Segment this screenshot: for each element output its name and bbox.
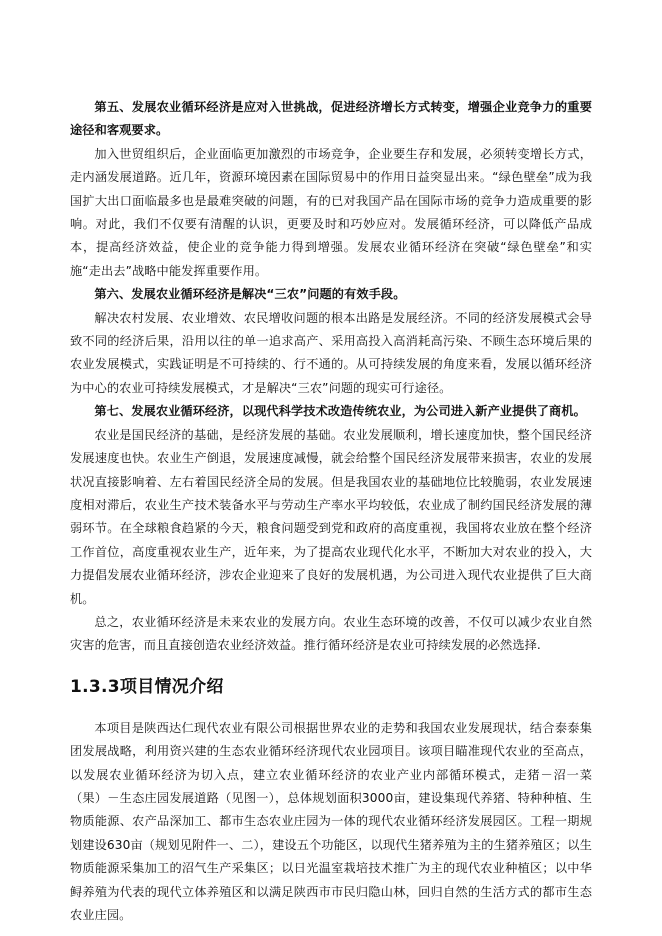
section-seven-paragraph: 农业是国民经济的基础，是经济发展的基础。农业发展顺利，增长速度加快，整个国民经济发展速度也快。农业生产倒退，发展速度减慢，就会给整个国民经济发展带来损害，农业的发展状况直接影响着、左右着国民经济全局的发展。但是我国农业的基础地位比较脆弱，农业发展速度相对滞后，农业生产技术装备水平与劳动生产率水平均较低，农业成了制约国民经济发展的薄弱环节。在全球粮食趋紧的今天，粮食问题受到党和政府的高度重视，我国将农业放在整个经济工作首位，高度重视农业生产，近年来，为了提高农业现代化水平，不断加大对农业的投入，大力提倡发展农业循环经济，涉农企业迎来了良好的发展机遇，为公司进入现代农业提供了巨大商机。 — [70, 427, 592, 606]
section-five-heading: 第五、发展农业循环经济是应对入世挑战，促进经济增长方式转变，增强企业竞争力的重要途径和客观要求。 — [70, 100, 592, 138]
project-paragraph: 本项目是陕西达仁现代农业有限公司根据世界农业的走势和我国农业发展现状，结合泰泰集团发展战略，利用资兴建的生态农业循环经济现代农业园项目。该项目瞄准现代农业的至高点，以发展农业循环经济为切入点，建立农业循环经济的农业产业内部循环模式，走猪－沼一菜（果）－生态庄园发展道路（见图一），总体规划面积3000亩，建设集现代养猪、特种种植、生物质能源、农产品深加工、都市生态农业庄园为一体的现代农业循环经济发展园区。工程一期规划建设630亩（规划见附件一、二），建设五个功能区，以现代生猪养殖为主的生猪养殖区；以生物质能源采集加工的沼气生产采集区；以日光温室栽培技术推广为主的现代农业种植区；以中华鲟养殖为代表的现代立体养殖区和以满足陕西市市民归隐山林，回归自然的生活方式的都市生态农业庄园。 — [70, 720, 592, 922]
section-title: 1.3.3项目情况介绍 — [70, 676, 224, 697]
document-body — [70, 96, 592, 927]
section-six-heading: 第六、发展农业循环经济是解决“三农”问题的有效手段。 — [94, 287, 406, 302]
section-five-paragraph: 加入世贸组织后，企业面临更加激烈的市场竞争，企业要生存和发展，必须转变增长方式，走内涵发展道路。近几年，资源环境因素在国际贸易中的作用日益突显出来。“绿色壁垒”成为我国扩大出口面临最多也是最难突破的问题，有的已对我国产品在国际市场的竞争力造成重要的影响。对此，我们不仅要有清醒的认识，更要及时和巧妙应对。发展循环经济，可以降低产品成本，提高经济效益，使企业的竞争能力得到增强。发展农业循环经济在突破“绿色壁垒”和实施“走出去”战略中能发挥重要作用。 — [70, 146, 592, 278]
section-six-paragraph: 解决农村发展、农业增效、农民增收问题的根本出路是发展经济。不同的经济发展模式会导致不同的经济后果，沿用以往的单一追求高产、采用高投入高消耗高污染、不顾生态环境后果的农业发展模式，实践证明是不可持续的、行不通的。从可持续发展的角度来看，发展以循环经济为中心的农业可持续发展模式，才是解决“三农”问题的现实可行途径。 — [70, 310, 592, 395]
summary-paragraph: 总之，农业循环经济是未来农业的发展方向。农业生态环境的改善，不仅可以减少农业自然灾害的危害，而且直接创造农业经济效益。推行循环经济是农业可持续发展的必然选择. — [70, 614, 592, 653]
section-seven-heading: 第七、发展农业循环经济，以现代科学技术改造传统农业，为公司进入新产业提供了商机。 — [94, 404, 586, 419]
